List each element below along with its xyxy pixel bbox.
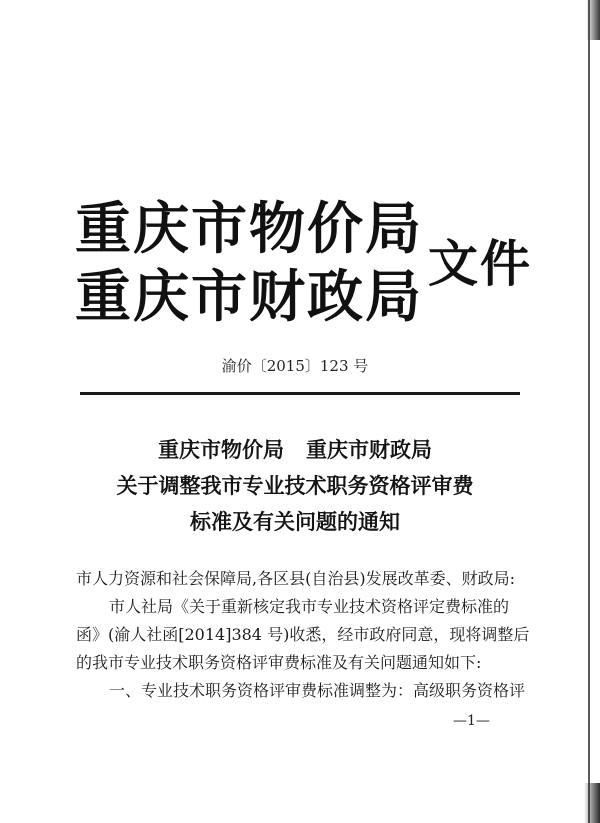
header-divider [80, 392, 520, 395]
page-number: —1— [453, 713, 490, 729]
document-number: 渝价〔2015〕123 号 [221, 357, 369, 375]
scan-shadow-top [586, 0, 600, 40]
document-type-label: 文件 [428, 235, 532, 293]
title-issuer-1: 重庆市物价局 [158, 437, 284, 462]
body-line-1: 市人社局《关于重新核定我市专业技术资格评定费标准的 [109, 597, 510, 616]
title-issuer-2: 重庆市财政局 [306, 437, 432, 462]
body-line-2: 函》(渝人社函[2014]384 号)收悉，经市政府同意，现将调整后 [76, 625, 530, 644]
body-line-4: 一、专业技术职务资格评审费标准调整为：高级职务资格评 [109, 681, 526, 700]
scan-shadow-bottom [584, 783, 600, 823]
body-line-3: 的我市专业技术职务资格评审费标准及有关问题通知如下: [76, 653, 482, 672]
title-line-3: 标准及有关问题的通知 [190, 509, 400, 534]
issuer-name-2: 重庆市财政局 [75, 265, 423, 330]
addressee-line: 市人力资源和社会保障局,各区县(自治县)发展改革委、财政局: [76, 569, 515, 588]
issuer-name-1: 重庆市物价局 [75, 197, 423, 262]
title-line-1 [0, 436, 590, 464]
title-line-2: 关于调整我市专业技术职务资格评审费 [116, 473, 474, 498]
scan-border-line [588, 0, 590, 823]
